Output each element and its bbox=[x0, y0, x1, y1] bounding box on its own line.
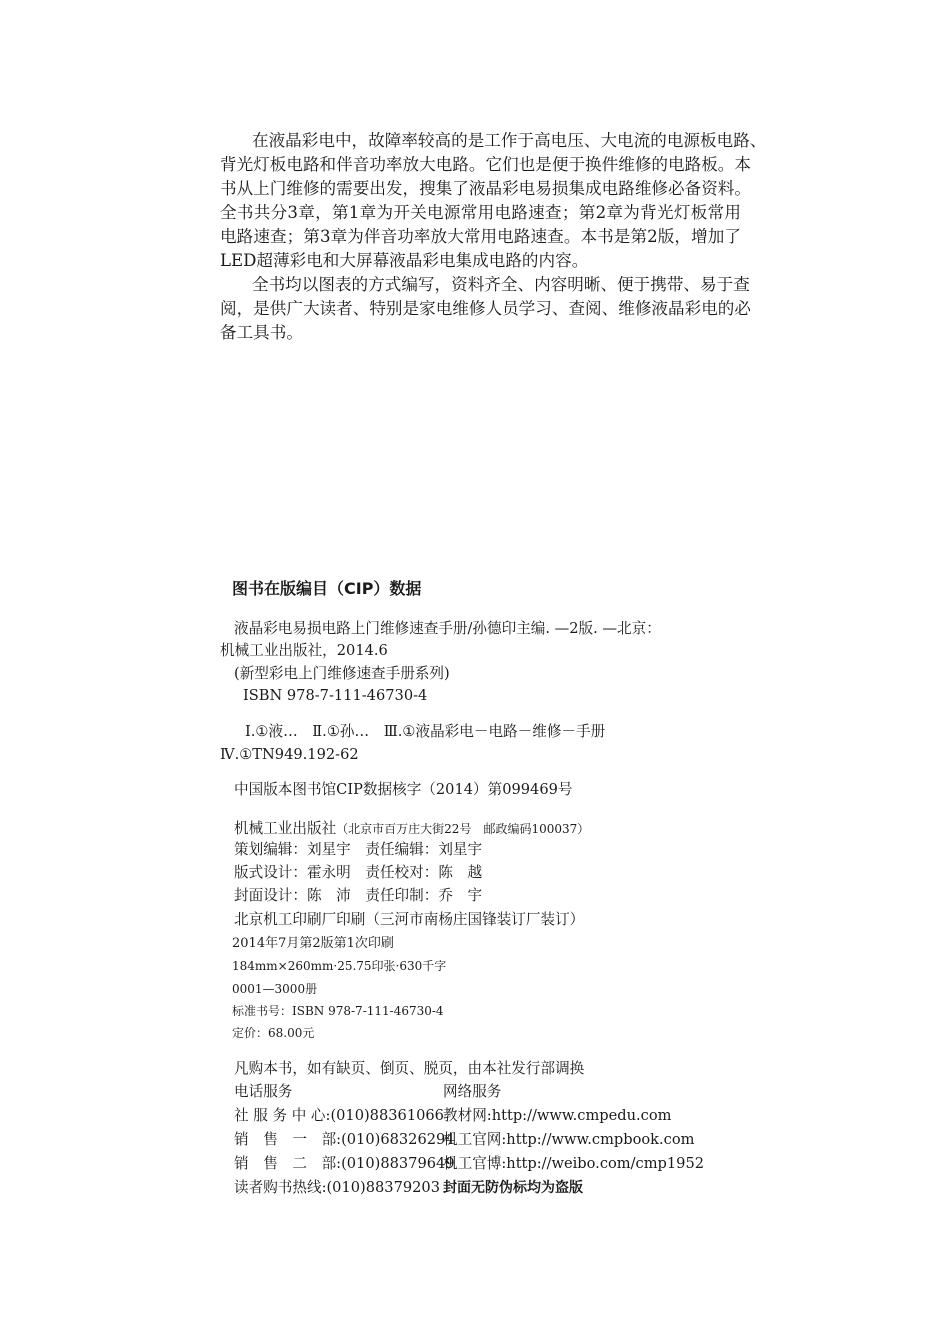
cip-number: 中国版本图书馆CIP数据核字（2014）第099469号 bbox=[234, 781, 573, 798]
cip-line: 机械工业出版社，2014.6 bbox=[220, 642, 388, 659]
cip-line: 液晶彩电易损电路上门维修速查手册/孙德印主编. —2版. —北京： bbox=[234, 620, 661, 637]
cip-series: (新型彩电上门维修速查手册系列) bbox=[234, 665, 450, 682]
cover-credits: 封面设计：陈 沛 责任印制：乔 宇 bbox=[234, 887, 483, 904]
phone-row: 读者购书热线:(010)88379203 bbox=[234, 1179, 441, 1196]
cip-isbn: ISBN 978-7-111-46730-4 bbox=[243, 687, 428, 704]
service-notice: 凡购本书，如有缺页、倒页、脱页，由本社发行部调换 bbox=[234, 1060, 585, 1077]
phone-header: 电话服务 bbox=[234, 1083, 293, 1100]
edition: 2014年7月第2版第1次印刷 bbox=[232, 936, 394, 951]
intro-line: 电路速查；第3章为伴音功率放大常用电路速查。本书是第2版，增加了 bbox=[220, 227, 741, 246]
phone-row: 销 售 二 部:(010)88379649 bbox=[234, 1155, 455, 1172]
anti-piracy-notice: 封面无防伪标均为盗版 bbox=[443, 1180, 583, 1196]
printer: 北京机工印刷厂印刷（三河市南杨庄国锋装订厂装订） bbox=[234, 911, 585, 928]
cip-classification: Ⅳ.①TN949.192-62 bbox=[220, 746, 359, 763]
intro-line: 备工具书。 bbox=[220, 323, 303, 342]
web-row: 机工官博:http://weibo.com/cmp1952 bbox=[443, 1155, 705, 1172]
format: 184mm×260mm·25.75印张·630千字 bbox=[232, 959, 447, 973]
intro-line: 阅，是供广大读者、特别是家电维修人员学习、查阅、维修液晶彩电的必 bbox=[220, 299, 751, 318]
intro-line: 书从上门维修的需要出发，搜集了液晶彩电易损集成电路维修必备资料。 bbox=[220, 179, 751, 198]
publisher-line bbox=[234, 820, 589, 837]
publisher-name: 机械工业出版社 bbox=[234, 820, 337, 837]
editors: 策划编辑：刘星宇 责任编辑：刘星宇 bbox=[234, 841, 483, 858]
intro-line: 背光灯板电路和伴音功率放大电路。它们也是便于换件维修的电路板。本 bbox=[220, 155, 751, 174]
web-header: 网络服务 bbox=[443, 1083, 502, 1100]
cip-title: 图书在版编目（CIP）数据 bbox=[232, 579, 422, 598]
phone-row: 销 售 一 部:(010)68326294 bbox=[234, 1131, 455, 1148]
intro-line: 在液晶彩电中，故障率较高的是工作于高电压、大电流的电源板电路、 bbox=[252, 131, 767, 150]
print-run: 0001—3000册 bbox=[232, 982, 318, 996]
intro-line: 全书均以图表的方式编写，资料齐全、内容明晰、便于携带、易于查 bbox=[252, 275, 750, 294]
intro-line: LED超薄彩电和大屏幕液晶彩电集成电路的内容。 bbox=[220, 251, 589, 270]
standard-number: 标准书号：ISBN 978-7-111-46730-4 bbox=[232, 1004, 444, 1018]
price: 定价：68.00元 bbox=[232, 1026, 315, 1040]
web-row: 教材网:http://www.cmpedu.com bbox=[443, 1107, 672, 1124]
intro-line: 全书共分3章，第1章为开关电源常用电路速查；第2章为背光灯板常用 bbox=[220, 203, 741, 222]
web-row: 机工官网:http://www.cmpbook.com bbox=[443, 1131, 695, 1148]
publisher-address: （北京市百万庄大街22号 邮政编码100037） bbox=[336, 822, 590, 836]
phone-row: 社 服 务 中 心:(010)88361066 bbox=[234, 1107, 444, 1124]
design-credits: 版式设计：霍永明 责任校对：陈 越 bbox=[234, 864, 483, 881]
cip-classification: Ⅰ.①液… Ⅱ.①孙… Ⅲ.①液晶彩电－电路－维修－手册 bbox=[245, 723, 606, 740]
